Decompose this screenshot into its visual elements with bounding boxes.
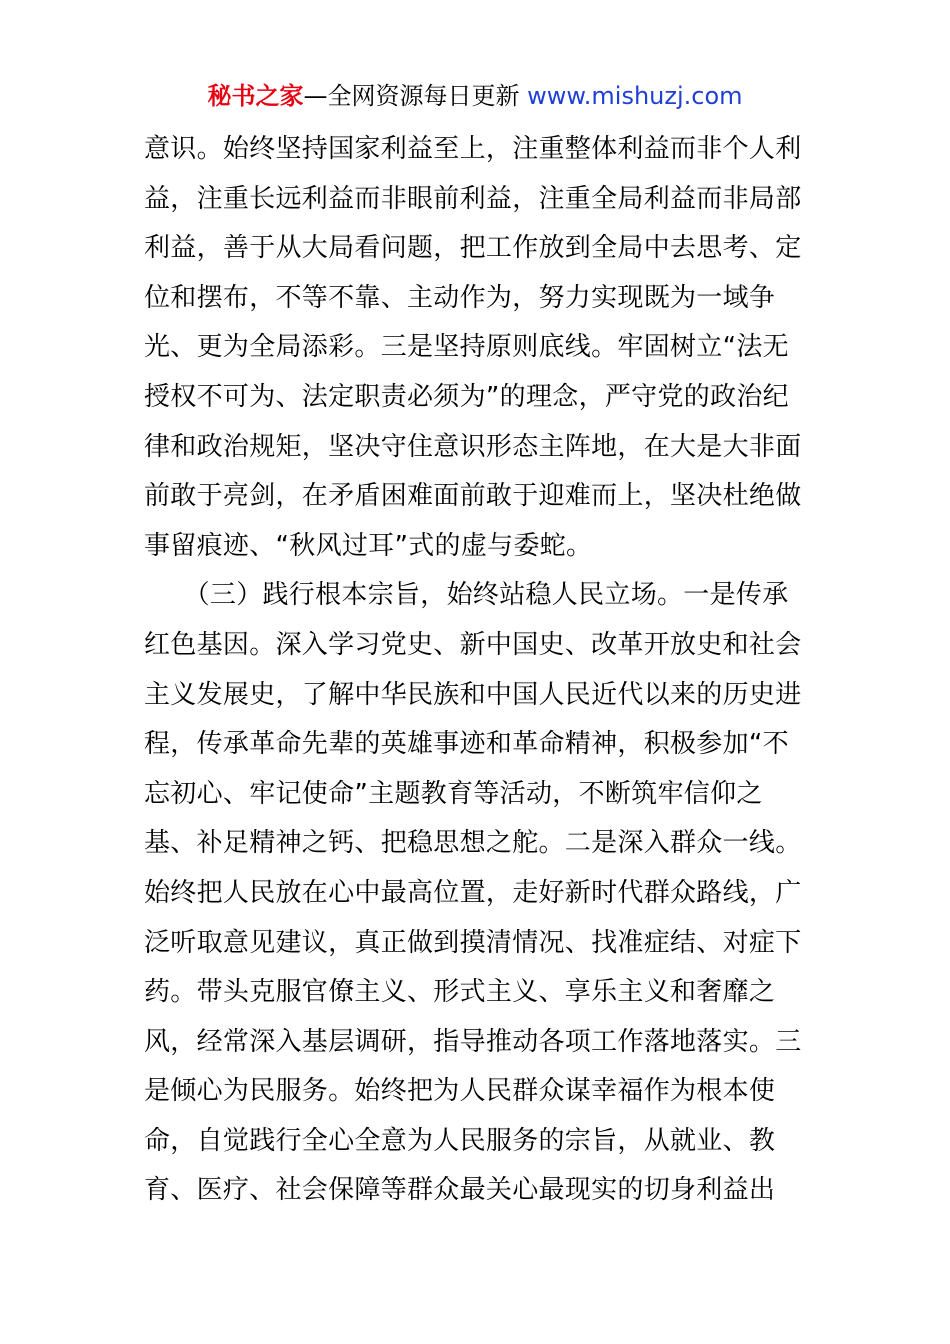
text-line: 授权不可为、法定职责必须为”的理念，严守党的政治纪 bbox=[144, 381, 789, 412]
text-line: 意识。始终坚持国家利益至上，注重整体利益而非个人利 bbox=[144, 134, 802, 164]
text-line: 红色基因。深入学习党史、新中国史、改革开放史和社会 bbox=[144, 629, 802, 660]
text-line: 程，传承革命先辈的英雄事迹和革命精神，积极参加“不 bbox=[144, 729, 789, 760]
text-line: 前敢于亮剑，在矛盾困难面前敢于迎难而上，坚决杜绝做 bbox=[144, 481, 802, 512]
text-line: 忘初心、牢记使命”主题教育等活动，不断筑牢信仰之 bbox=[144, 778, 763, 809]
text-line: 基、补足精神之钙、把稳思想之舵。二是深入群众一线。 bbox=[144, 828, 802, 859]
header-tagline: —全网资源每日更新 bbox=[303, 82, 528, 110]
brand-name: 秘书之家 bbox=[207, 82, 304, 110]
site-url-link[interactable]: www.mishuzj.com bbox=[527, 82, 743, 110]
text-line: 律和政治规矩，坚决守住意识形态主阵地，在大是大非面 bbox=[144, 431, 802, 462]
text-line: 是倾心为民服务。始终把为人民群众谋幸福作为根本使 bbox=[144, 1076, 776, 1107]
document-body bbox=[144, 125, 809, 1216]
text-line: 位和摆布，不等不靠、主动作为，努力实现既为一域争 bbox=[144, 282, 776, 313]
text-line: 风，经常深入基层调研，指导推动各项工作落地落实。三 bbox=[144, 1026, 802, 1057]
text-line: 命，自觉践行全心全意为人民服务的宗旨，从就业、教 bbox=[144, 1125, 776, 1156]
site-header bbox=[0, 80, 950, 112]
text-line: 泛听取意见建议，真正做到摸清情况、找准症结、对症下 bbox=[144, 927, 802, 958]
text-line: 益，注重长远利益而非眼前利益，注重全局利益而非局部 bbox=[144, 183, 802, 214]
section-heading-line: （三）践行根本宗旨，始终站稳人民立场。一是传承 bbox=[144, 580, 789, 611]
text-line: 利益，善于从大局看问题，把工作放到全局中去思考、定 bbox=[144, 233, 802, 264]
text-line: 主义发展史，了解中华民族和中国人民近代以来的历史进 bbox=[144, 679, 802, 710]
text-line: 药。带头克服官僚主义、形式主义、享乐主义和奢靡之 bbox=[144, 977, 776, 1008]
text-line: 始终把人民放在心中最高位置，走好新时代群众路线，广 bbox=[144, 877, 802, 908]
text-line: 光、更为全局添彩。三是坚持原则底线。牢固树立“法无 bbox=[144, 332, 789, 363]
text-line: 育、医疗、社会保障等群众最关心最现实的切身利益出 bbox=[144, 1175, 776, 1206]
text-line: 事留痕迹、“秋风过耳”式的虚与委蛇。 bbox=[144, 530, 593, 561]
